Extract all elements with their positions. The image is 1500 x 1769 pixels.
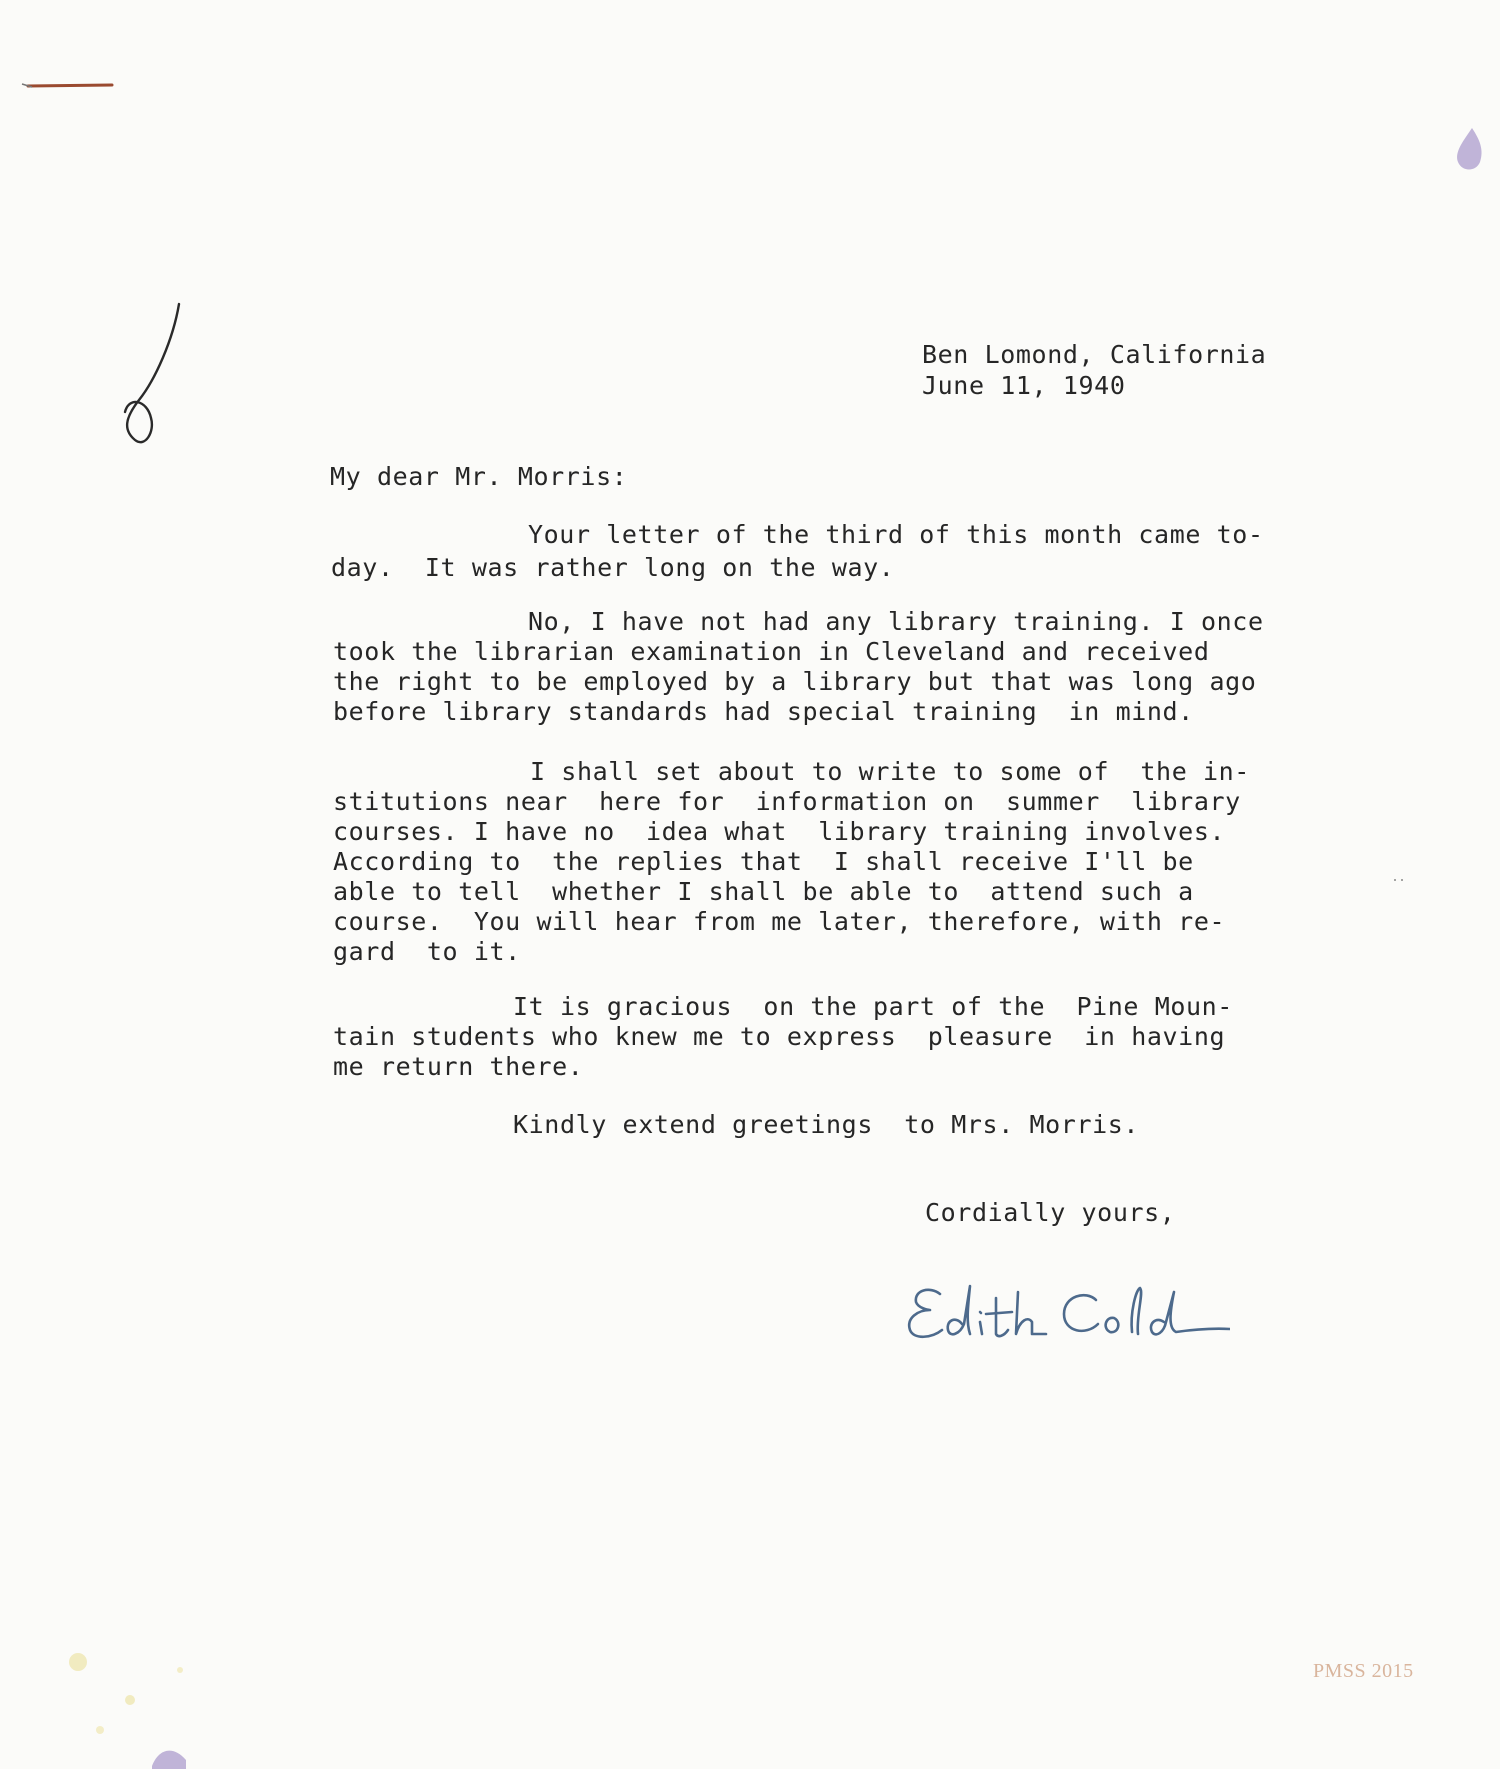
paragraph-3-line-4: According to the replies that I shall receive I'll be xyxy=(333,847,1194,876)
handwritten-signature xyxy=(900,1272,1230,1352)
staple-mark xyxy=(20,78,120,94)
paragraph-3-line-2: stitutions near here for information on summer library xyxy=(333,787,1241,816)
paragraph-4-line-2: tain students who knew me to express pleasure in having xyxy=(333,1022,1226,1051)
ink-stain xyxy=(1450,126,1490,176)
margin-specks xyxy=(1390,870,1410,890)
paragraph-1-line-2: day. It was rather long on the way. xyxy=(331,553,895,582)
paragraph-1-line-1: Your letter of the third of this month came to- xyxy=(528,520,1264,549)
paragraph-3-line-3: courses. I have no idea what library training involves. xyxy=(333,817,1226,846)
complimentary-close: Cordially yours, xyxy=(925,1198,1176,1227)
yellow-spots xyxy=(60,1640,200,1750)
archive-stamp: PMSS 2015 xyxy=(1313,1660,1414,1682)
letter-date: June 11, 1940 xyxy=(922,371,1126,400)
paragraph-2-line-1: No, I have not had any library training. I once xyxy=(528,607,1264,636)
salutation: My dear Mr. Morris: xyxy=(330,462,628,491)
paragraph-2-line-2: took the librarian examination in Cleveland and received xyxy=(333,637,1210,666)
sender-location: Ben Lomond, California xyxy=(922,340,1267,369)
pencil-check-mark xyxy=(115,300,195,460)
paragraph-5-line-1: Kindly extend greetings to Mrs. Morris. xyxy=(513,1110,1140,1139)
paragraph-3-line-6: course. You will hear from me later, therefore, with re- xyxy=(333,907,1226,936)
paragraph-3-line-7: gard to it. xyxy=(333,937,521,966)
paragraph-3-line-5: able to tell whether I shall be able to attend such a xyxy=(333,877,1194,906)
paragraph-2-line-3: the right to be employed by a library but that was long ago xyxy=(333,667,1257,696)
paragraph-4-line-1: It is gracious on the part of the Pine Moun- xyxy=(513,992,1233,1021)
paragraph-3-line-1: I shall set about to write to some of the in- xyxy=(530,757,1250,786)
paragraph-4-line-3: me return there. xyxy=(333,1052,584,1081)
paragraph-2-line-4: before library standards had special training in mind. xyxy=(333,697,1194,726)
